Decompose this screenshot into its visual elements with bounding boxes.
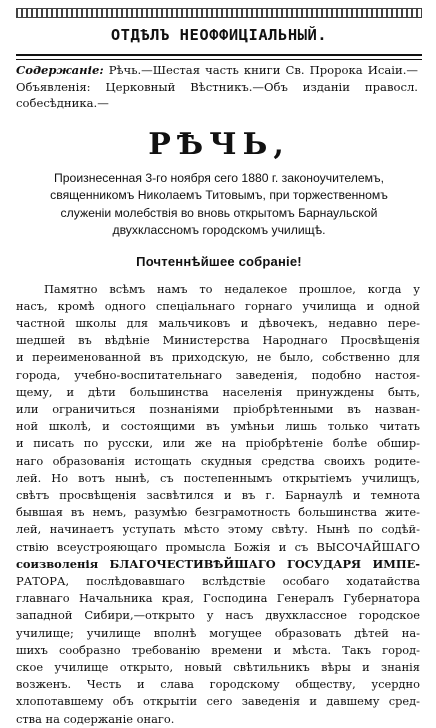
body-line: ское училище открыто, новый свѣтильникъ вѣры и знанія [16, 659, 420, 674]
body-line: лей, начинаетъ уступать мѣсто этому свѣту. Нынѣ по содѣй- [16, 522, 420, 537]
speech-address: Почтеннѣйшее собраніе! [136, 253, 302, 269]
body-line: наго образованія истощать скудныя средства своихъ родите- [16, 453, 420, 468]
body-line: частной школы для мальчиковъ и дѣвочекъ, недавно пере- [16, 315, 420, 330]
body-line: ства на содержаніе онаго. [16, 711, 175, 726]
body-line: лей. Но вотъ нынѣ, съ постепеннымъ открытіемъ училищъ, [16, 470, 420, 485]
body-line: хлопотавшему объ открытіи сего заведенія и давшему сред- [16, 694, 420, 709]
section-title: ОТДѢЛЪ НЕОФФИЦІАЛЬНЫЙ. [110, 26, 328, 44]
speech-title: РѢЧЬ, [148, 126, 290, 162]
body-line: ной школѣ, и состоящими въ умѣньи лишь только читать [16, 419, 420, 434]
body-line: города, учебно-воспитательнаго заведенія, подобно настоя- [16, 367, 420, 382]
body-line: бывшая въ немъ, разумѣю безграмотность большинства жите- [16, 505, 420, 520]
body-line: соизволенія БЛАГОЧЕСТИВѢЙШАГО ГОСУДАРЯ ИМПЕ- [16, 556, 420, 571]
body-line: шихъ сообразно требованію времени и мѣста. Такъ город- [16, 642, 420, 657]
body-line: щему, и дѣти большинства населенія принуждены быть, [16, 384, 420, 399]
subtitle-line: служеніи молебствія во вновь открытомъ Барнаульской [60, 205, 378, 220]
subtitle-line: двухклассномъ городскомъ училищѣ. [112, 223, 326, 237]
contents-label: Содержаніе: [16, 63, 104, 77]
body-line: возженъ. Честь и слава городскому обществу, усердно [16, 677, 420, 692]
body-line: западной Сибири,—открыто у насъ двухклассное городское [16, 608, 420, 623]
body-line: училище; училище вполнѣ могущее образовать дѣтей на- [16, 625, 420, 640]
speech-body [16, 281, 420, 728]
decorative-border [16, 8, 422, 18]
body-line: Памятно всѣмъ намъ то недалекое прошлое, когда у [44, 281, 420, 296]
body-line: и писать по русски, или же на пріобрѣтеніе болѣе обшир- [16, 436, 420, 451]
section-divider [16, 54, 422, 60]
body-line: насъ, кромѣ одного спеціальнаго горнаго училища и одной [16, 298, 420, 313]
body-line: главнаго Начальника края, Господина Генералъ Губернатора [16, 591, 420, 606]
body-line: свѣтъ просвѣщенія засвѣтился и въ г. Барнаулѣ и темнота [16, 487, 420, 502]
subtitle-line: Произнесенная 3-го ноября сего 1880 г. законоучителемъ, [54, 170, 384, 185]
body-line: или ограничиться познаніями пріобрѣтенными въ назван- [16, 401, 420, 416]
contents-text: Рѣчь.—Шестая часть книги Св. Пророка Исаіи.—Объявленія: Церковный Вѣстникъ.—Объ изданіи правосл. собесѣдника.— [16, 63, 418, 110]
body-line: РАТОРА, послѣдовавшаго вслѣдствіе особаго ходатайства [16, 573, 420, 588]
decorative-border-frame [16, 8, 422, 18]
subtitle-line: священникомъ Николаемъ Титовымъ, при торжественномъ [50, 188, 388, 202]
body-line: шедшей въ вѣдѣніе Министерства Народнаго Просвѣщенія [16, 333, 420, 348]
body-line: и переименованной въ приходскую, не было, собственно для [16, 350, 420, 365]
body-line: ствію всеустрояющаго промысла Божія и съ ВЫСОЧАЙШАГО [16, 539, 420, 554]
table-of-contents [16, 62, 418, 112]
speech-subtitle [16, 170, 422, 240]
